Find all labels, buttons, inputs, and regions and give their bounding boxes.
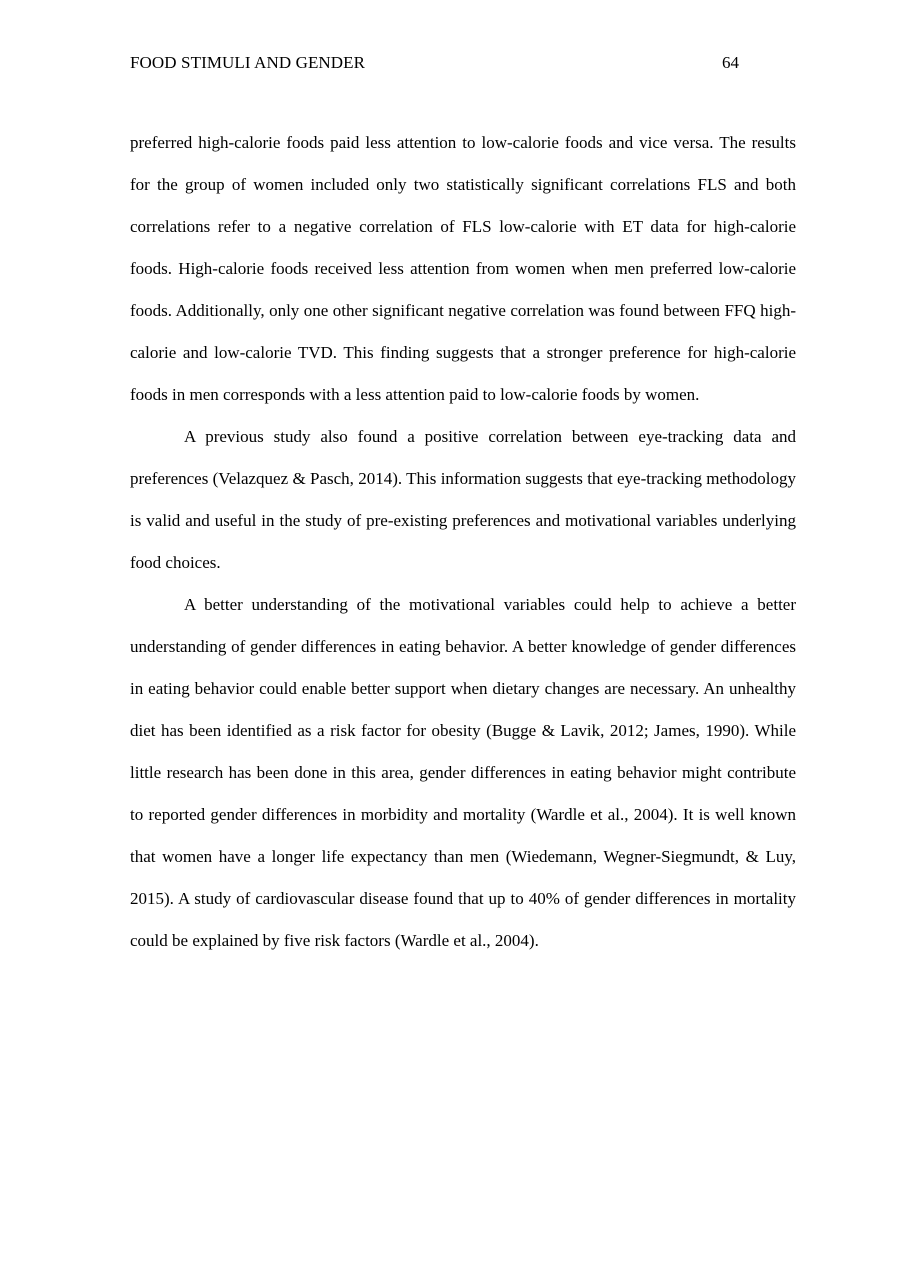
paragraph-eye-tracking: A previous study also found a positive correlation between eye-tracking data and preferences (Velazquez & Pasch, 2014). This information suggests that eye-tracking methodology is valid and useful in the study of pre-existing preferences and motivational variables underlying food choices. [130,427,796,572]
page-number: 64 [722,53,739,72]
paragraph-continued: preferred high-calorie foods paid less attention to low-calorie foods and vice versa. The results for the group of women included only two statistically significant correlations FLS and both correlations refer to a negative correlation of FLS low-calorie with ET data for high-calorie foods. High-calorie foods received less attention from women when men preferred low-calorie foods. Additionally, only one other significant negative correlation was found between FFQ high-calorie and low-calorie TVD. This finding suggests that a stronger preference for high-calorie foods in men corresponds with a less attention paid to low-calorie foods by women. [130,133,796,404]
paragraph-motivational-variables: A better understanding of the motivational variables could help to achieve a better understanding of gender differences in eating behavior. A better knowledge of gender differences in eating behavior could enable better support when dietary changes are necessary. An unhealthy diet has been identified as a risk factor for obesity (Bugge & Lavik, 2012; James, 1990). While little research has been done in this area, gender differences in eating behavior might contribute to reported gender differences in morbidity and mortality (Wardle et al., 2004). It is well known that women have a longer life expectancy than men (Wiedemann, Wegner-Siegmundt, & Luy, 2015). A study of cardiovascular disease found that up to 40% of gender differences in mortality could be explained by five risk factors (Wardle et al., 2004). [130,595,796,950]
running-head: FOOD STIMULI AND GENDER [130,53,366,72]
body-text [130,122,796,962]
